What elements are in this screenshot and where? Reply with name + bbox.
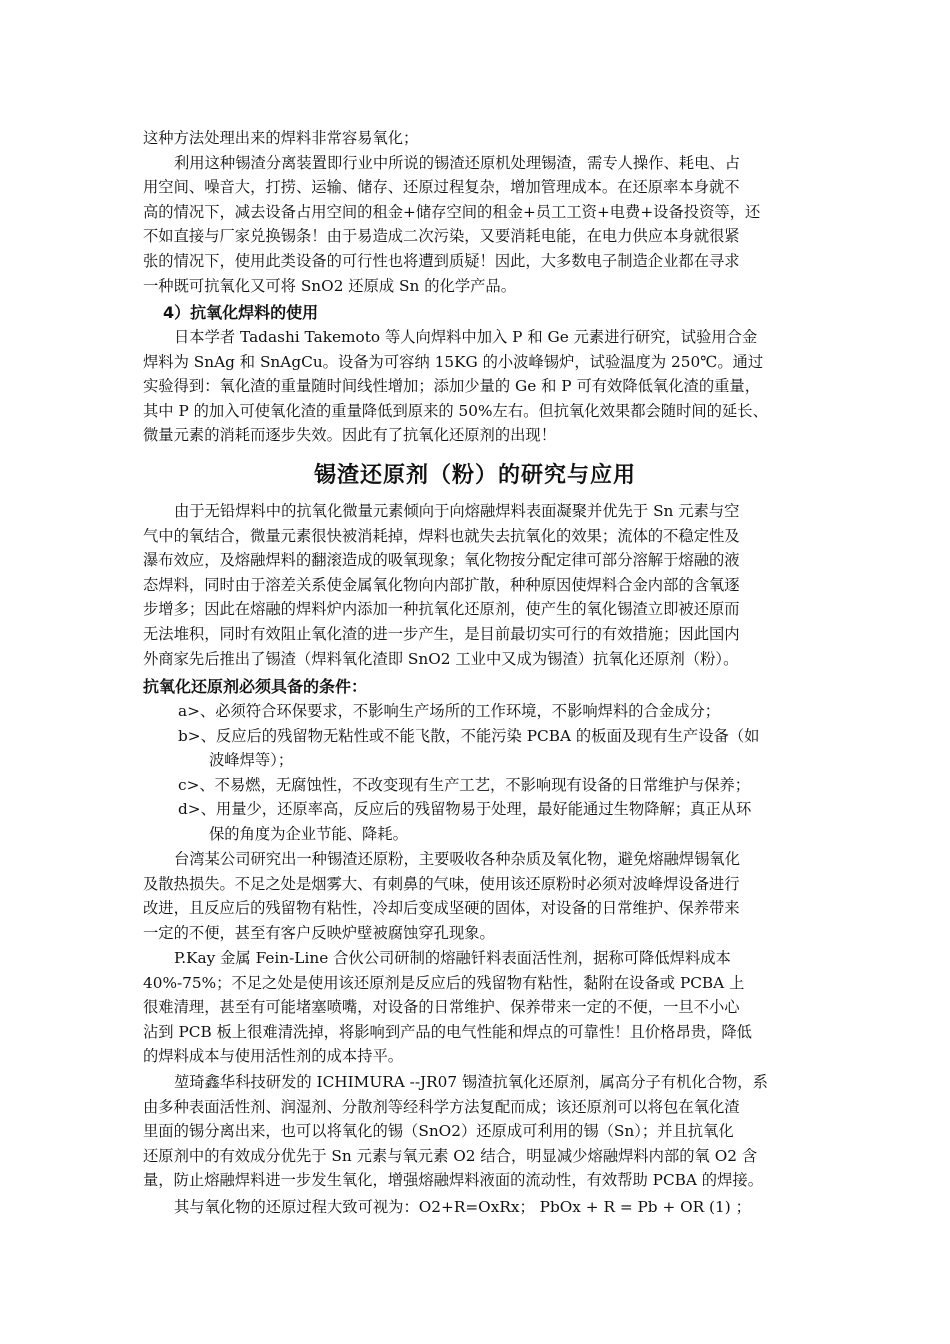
text-line: 态焊料，同时由于溶差关系使金属氧化物向内部扩散，种种原因使焊料合金内部的含氧逐 [143,575,740,594]
text-line: 不如直接与厂家兑换锡条！由于易造成二次污染，又要消耗电能，在电力供应本身就很紧 [143,227,740,246]
text-line: 40%-75%；不足之处是使用该还原剂是反应后的残留物有粘性，黏附在设备或 PCBA 上 [143,973,745,992]
text-line: 的焊料成本与使用活性剂的成本持平。 [143,1047,404,1066]
list-item: d>、用量少，还原率高，反应后的残留物易于处理，最好能通过生物降解；真正从环 [178,800,752,819]
text-line: 量，防止熔融焊料进一步发生氧化，增强熔融焊料液面的流动性，有效帮助 PCBA 的焊接。 [143,1171,763,1190]
text-line: 还原剂中的有效成分优先于 Sn 元素与氧元素 O2 结合，明显减少熔融焊料内部的氧 O2 含 [143,1146,758,1165]
list-item: c>、不易燃，无腐蚀性，不改变现有生产工艺，不影响现有设备的日常维护与保养； [178,775,751,794]
list-item: a>、必须符合环保要求，不影响生产场所的工作环境，不影响焊料的合金成分； [178,702,721,720]
text-line: 无法堆积，同时有效阻止氧化渣的进一步产生，是目前最切实可行的有效措施；因此国内 [143,624,740,643]
text-line: 日本学者 Tadashi Takemoto 等人向焊料中加入 P 和 Ge 元素进行研究，试验用合金 [174,328,758,346]
pkay-paragraph [143,946,808,1069]
text-line: 其中 P 的加入可使氧化渣的重量降低到原来的 50%左右。但抗氧化效果都会随时间的延长、 [143,401,768,420]
text-line: 气中的氧结合，微量元素很快被消耗掉，焊料也就失去抗氧化的效果；流体的不稳定性及 [143,526,740,545]
text-line: 及散热损失。不足之处是烟雾大、有刺鼻的气味，使用该还原粉时必须对波峰焊设备进行 [143,874,740,893]
ichimura-paragraph [143,1070,808,1193]
text-line: 高的情况下，减去设备占用空间的租金+储存空间的租金+员工工资+电费+设备投资等，还 [143,202,761,221]
reaction-paragraph [143,1195,808,1220]
conditions-list [178,699,818,847]
text-line: 台湾某公司研究出一种锡渣还原粉，主要吸收各种杂质及氧化物，避免熔融焊锡氧化 [174,850,740,868]
text-line: 里面的锡分离出来，也可以将氧化的锡（SnO2）还原成可利用的锡（Sn）；并且抗氧化 [143,1122,734,1141]
text-line: 瀑布效应，及熔融焊料的翻滚造成的吸氧现象；氧化物按分配定律可部分溶解于熔融的液 [143,551,740,570]
text-line: 张的情况下，使用此类设备的可行性也将遭到质疑！因此，大多数电子制造企业都在寻求 [143,251,740,270]
text-line: 一种既可抗氧化又可将 SnO2 还原成 Sn 的化学产品。 [143,276,517,295]
text-line: 实验得到：氧化渣的重量随时间线性增加；添加少量的 Ge 和 P 可有效降低氧化渣的重量， [143,377,761,396]
text-line: 其与氧化物的还原过程大致可视为：O2+R=OxRx； PbOx + R = Pb + OR (1) ； [174,1198,751,1216]
text-line: 由多种表面活性剂、润湿剂、分散剂等经科学方法复配而成；该还原剂可以将包在氧化渣 [143,1097,740,1116]
section4-paragraph [143,325,808,448]
conditions-heading: 抗氧化还原剂必须具备的条件： [143,677,368,696]
text-line: 沾到 PCB 板上很难清洗掉，将影响到产品的电气性能和焊点的可靠性！且价格昂贵，降低 [143,1022,752,1041]
text-line: 利用这种锡渣分离装置即行业中所说的锡渣还原机处理锡渣，需专人操作、耗电、占 [174,153,740,172]
list-item-continuation: 保的角度为企业节能、降耗。 [209,824,408,843]
text-line: 微量元素的消耗而逐步失效。因此有了抗氧化还原剂的出现！ [143,426,557,445]
text-line: 外商家先后推出了锡渣（焊料氧化渣即 SnO2 工业中又成为锡渣）抗氧化还原剂（粉）。 [143,649,739,668]
body1-paragraph [143,499,808,671]
page-title: 锡渣还原剂（粉）的研究与应用 [313,462,636,488]
text-line: 用空间、噪音大，打捞、运输、储存、还原过程复杂，增加管理成本。在还原率本身就不 [143,178,740,197]
section-heading-4: 4）抗氧化焊料的使用 [163,303,319,322]
taiwan-paragraph [143,847,808,945]
text-line: 这种方法处理出来的焊料非常容易氧化； [143,129,419,147]
text-line: P.Kay 金属 Fein-Line 合伙公司研制的熔融钎料表面活性剂，据称可降低焊料成本 [174,949,731,967]
list-item-continuation: 波峰焊等）； [209,751,294,770]
text-line: 步增多；因此在熔融的焊料炉内添加一种抗氧化还原剂，使产生的氧化锡渣立即被还原而 [143,600,740,619]
text-line: 堃琦鑫华科技研发的 ICHIMURA --JR07 锡渣抗氧化还原剂，属高分子有机化合物，系 [174,1073,768,1091]
text-line: 很难清理，甚至有可能堵塞喷嘴，对设备的日常维护、保养带来一定的不便，一旦不小心 [143,998,740,1017]
list-item: b>、反应后的残留物无粘性或不能飞散，不能污染 PCBA 的板面及现有生产设备（如 [178,726,760,745]
text-line: 一定的不便，甚至有客户反映炉壁被腐蚀穿孔现象。 [143,923,495,942]
intro-paragraph [143,126,808,298]
text-line: 焊料为 SnAg 和 SnAgCu。设备为可容纳 15KG 的小波峰锡炉，试验温度为 250℃。通过 [143,352,764,371]
text-line: 改进，且反应后的残留物有粘性，冷却后变成坚硬的固体，对设备的日常维护、保养带来 [143,899,740,918]
text-line: 由于无铅焊料中的抗氧化微量元素倾向于向熔融焊料表面凝聚并优先于 Sn 元素与空 [174,502,740,520]
